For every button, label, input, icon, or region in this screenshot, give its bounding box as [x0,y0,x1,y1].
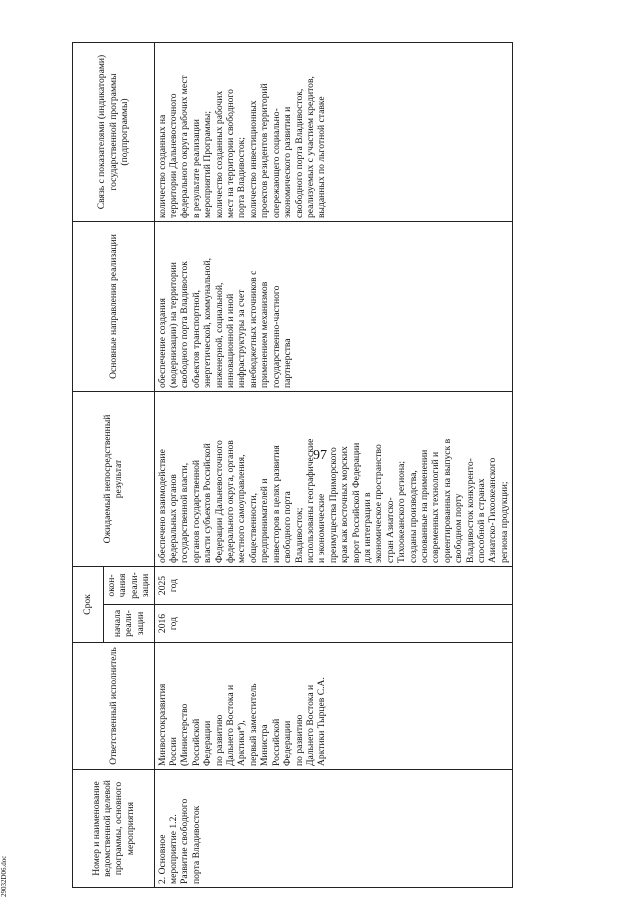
header-row-1 [73,43,104,888]
row-name: Основное мероприятие 1.2. Развитие свободного порта Владивосток [156,798,202,884]
row-name-cell [154,770,513,888]
row-start: 2016 год [154,605,513,643]
row-directions: обеспечение создания (модернизации) на территории свободного порта Владивосток объектов транспортной, энергетической, коммунальной, инженерной, социальной, инновационной и иной инфраструктуры за счет внебюджетных источников с применением механизмов государственно-частного партнерства [154,222,513,392]
header-term: Срок [73,567,104,643]
table-row [154,43,513,888]
program-table [72,42,513,888]
rotated-table-container [72,43,510,888]
header-term-start: начала реали-зации [104,605,155,643]
header-result: Ожидаемый непосредственный результат [73,392,155,567]
header-indicators: Связь с показателями (индикаторами) государственной программы (подпрограммы) [73,43,155,222]
page-number: 97 [313,448,327,463]
header-directions: Основные направления реализации [73,222,155,392]
row-executor: Минвостокразвития России (Министерство Российской Федерации по развитию Дальнего Востока и Арктики*), первый заместитель Министра Российской Федерации по развитию Дальнего Востока и Арктики Тырцев С.А. [154,643,513,770]
row-number: 2. [156,876,168,884]
row-end: 2025 год [154,567,513,605]
header-term-end: окон-чания реали-зации [104,567,155,605]
header-name: Номер и наименование ведомственной целевой программы, основного мероприятия [73,770,155,888]
header-executor: Ответственный исполнитель [73,643,155,770]
row-result: обеспечено взаимодействие федеральных органов государственной власти, органов государственной власти субъектов Российской Федерации Дальневосточного федерального округа, органов местного самоуправления, общественности, предпринимателей и инвесторов в целях развития свободного порта Владивосток; использованы географические и экономические преимущества Приморского края как восточных морских ворот Российской Федерации для интеграции в экономическое пространство стран Азиатско- Тихоокеанского региона; созданы производства, основанные на применении современных технологий и ориентированных на выпуск в свободном порту Владивосток конкуренто- способной в странах Азиатско-Тихоокеанского региона продукции; [154,392,513,567]
footer-filename: 29032D06.doc [0,855,8,897]
row-indicators: количество созданных на территории Дальневосточного федерального округа рабочих мест в результате реализации мероприятий Программы; количество созданных рабочих мест на территории свободного порта Владивосток; количество инвестиционных проектов резидентов территорий опережающего социально- экономического развития и свободного порта Владивосток, реализуемых с участием кредитов, выданных по льготной ставке [154,43,513,222]
